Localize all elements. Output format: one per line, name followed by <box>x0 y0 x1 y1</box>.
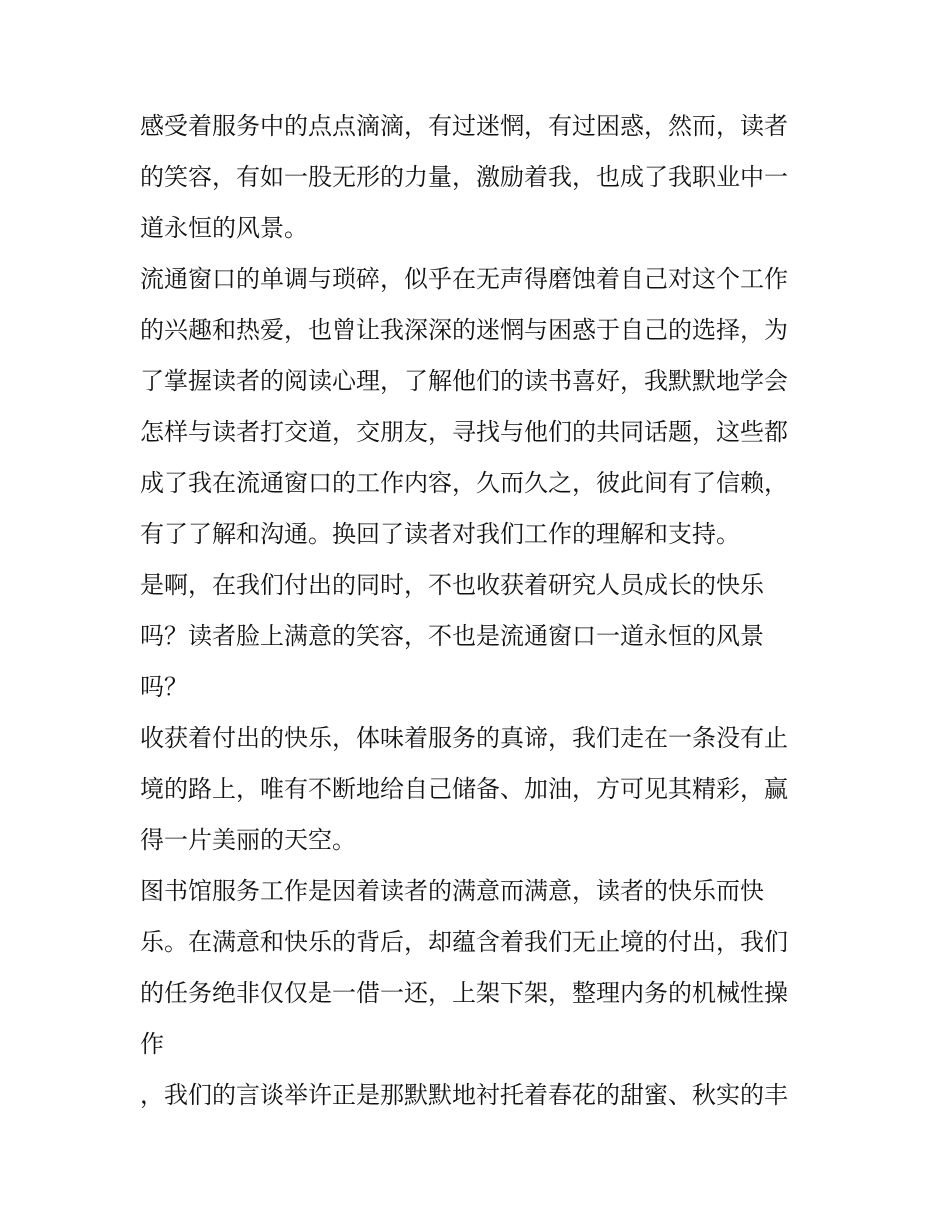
document-body <box>140 101 820 1121</box>
text-line: 怎样与读者打交道，交朋友，寻找与他们的共同话题，这些都 <box>140 418 788 446</box>
text-line: ，我们的言谈举许正是那默默地衬托着春花的甜蜜、秋实的丰 <box>140 1081 788 1109</box>
text-line: 的任务绝非仅仅是一借一还，上架下架，整理内务的机械性操 <box>140 979 788 1007</box>
text-line: 感受着服务中的点点滴滴，有过迷惘，有过困惑，然而，读者 <box>140 112 788 140</box>
text-line: 有了了解和沟通。换回了读者对我们工作的理解和支持。 <box>140 520 740 548</box>
paragraph-1 <box>140 101 820 254</box>
text-line: 成了我在流通窗口的工作内容，久而久之，彼此间有了信赖， <box>140 469 788 497</box>
text-line: 乐。在满意和快乐的背后，却蕴含着我们无止境的付出，我们 <box>140 928 788 956</box>
text-line: 吗？读者脸上满意的笑容，不也是流通窗口一道永恒的风景 <box>140 622 764 650</box>
text-line: 作 <box>140 1030 164 1058</box>
text-line: 了掌握读者的阅读心理，了解他们的读书喜好，我默默地学会 <box>140 367 788 395</box>
paragraph-4 <box>140 713 820 866</box>
text-line: 流通窗口的单调与琐碎，似乎在无声得磨蚀着自己对这个工作 <box>140 265 788 293</box>
paragraph-2 <box>140 254 820 560</box>
paragraph-3 <box>140 560 820 713</box>
paragraph-5 <box>140 866 820 1070</box>
text-line: 吗？ <box>140 673 188 701</box>
text-line: 图书馆服务工作是因着读者的满意而满意，读者的快乐而快 <box>140 877 764 905</box>
text-line: 道永恒的风景。 <box>140 214 308 242</box>
text-line: 境的路上，唯有不断地给自己储备、加油，方可见其精彩，赢 <box>140 775 788 803</box>
text-line: 的兴趣和热爱，也曾让我深深的迷惘与困惑于自己的选择，为 <box>140 316 788 344</box>
text-line: 是啊，在我们付出的同时，不也收获着研究人员成长的快乐 <box>140 571 764 599</box>
paragraph-6 <box>140 1070 820 1121</box>
text-line: 的笑容，有如一股无形的力量，激励着我，也成了我职业中一 <box>140 163 788 191</box>
text-line: 收获着付出的快乐，体味着服务的真谛，我们走在一条没有止 <box>140 724 788 752</box>
text-line: 得一片美丽的天空。 <box>140 826 356 854</box>
